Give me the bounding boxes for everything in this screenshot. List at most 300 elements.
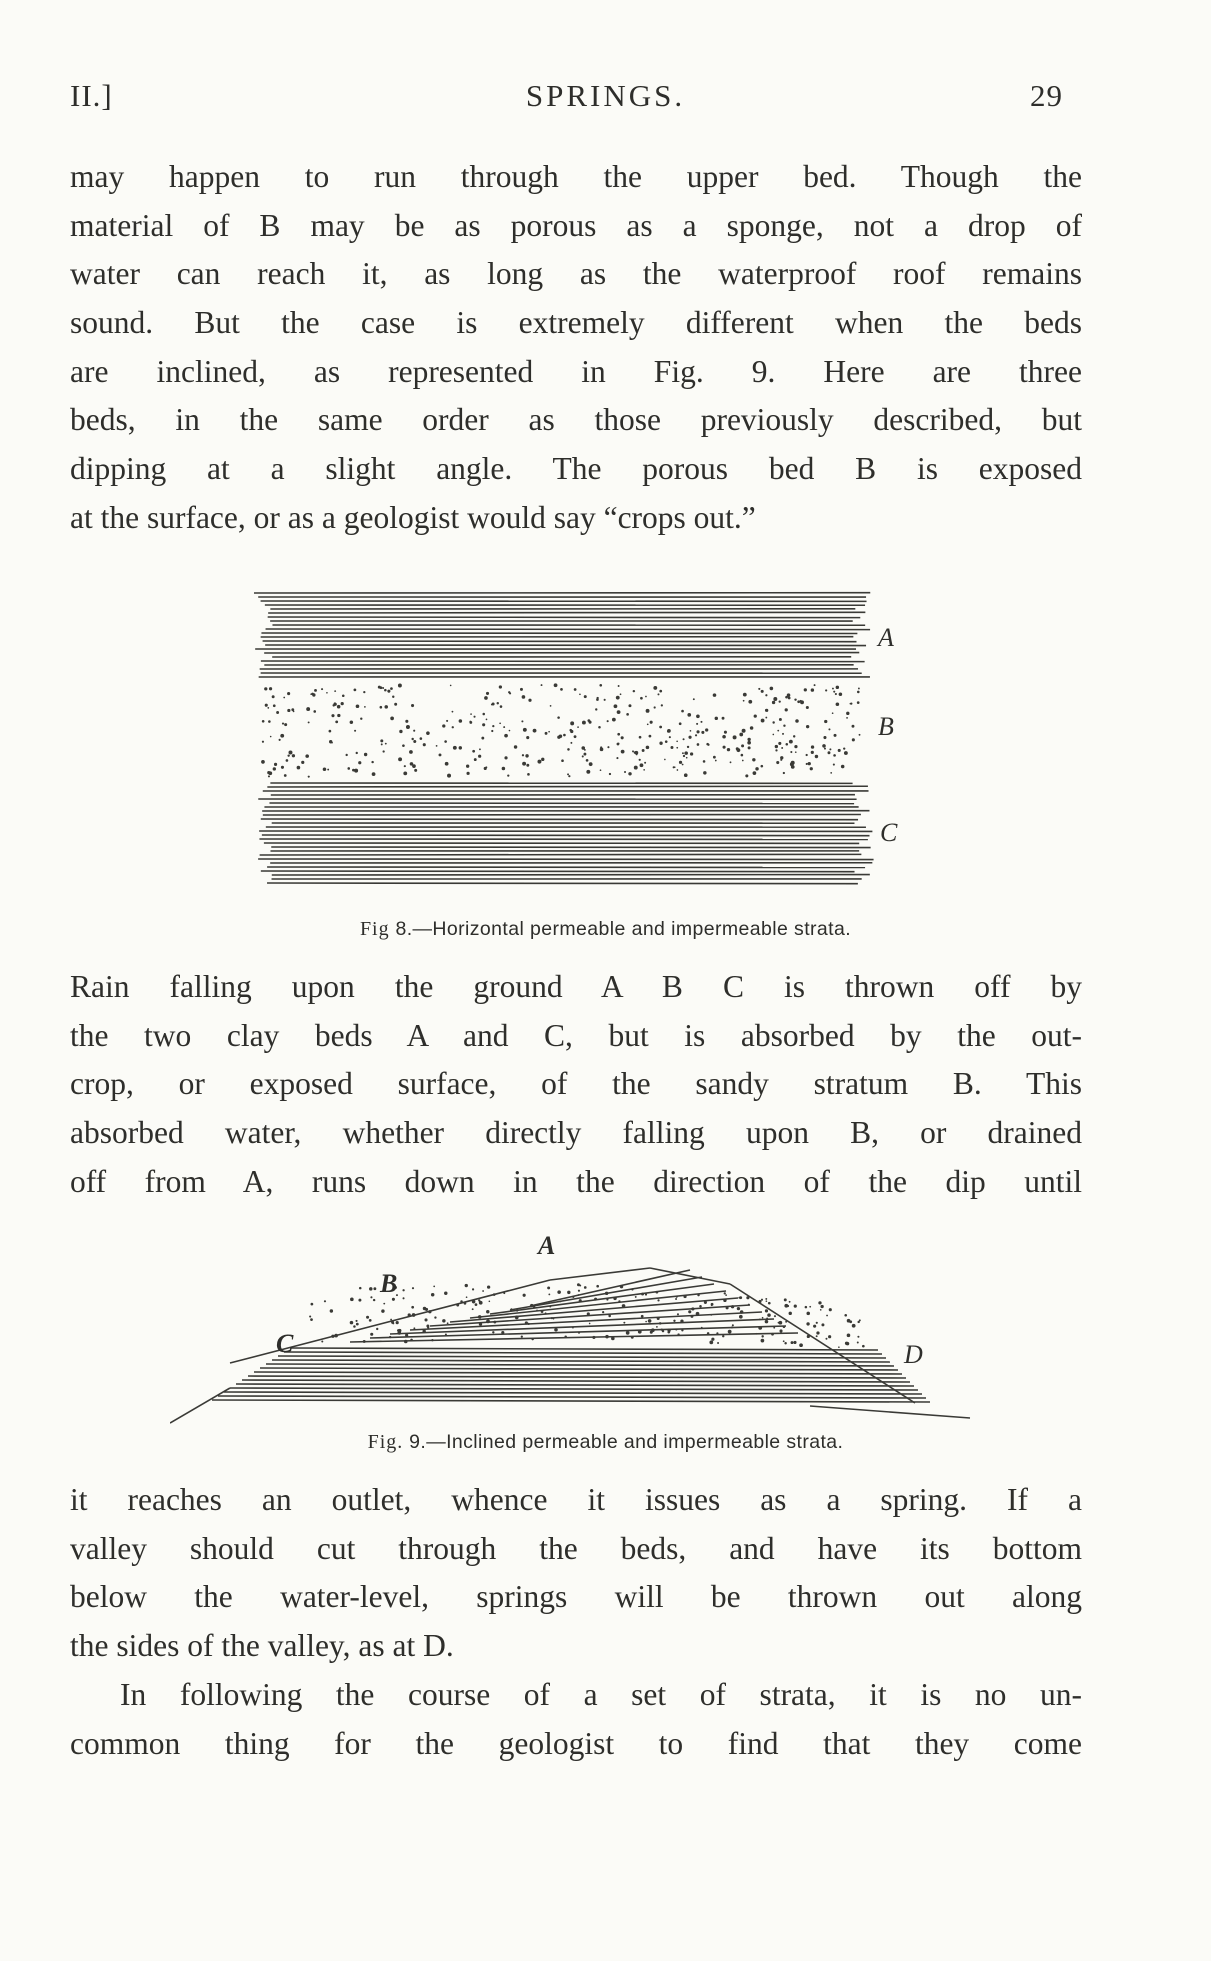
sand-dot [475, 1303, 478, 1306]
sand-dot [675, 1329, 677, 1331]
text-line: it reaches an outlet, whence it issues as a spring. If a [70, 1482, 1082, 1517]
figure-9-caption [0, 1431, 1211, 1454]
bed-c-hatch [262, 835, 870, 836]
sand-dot [785, 708, 788, 711]
sand-dot [399, 730, 402, 733]
sand-dot [667, 730, 669, 732]
sand-dot [579, 1299, 582, 1302]
sand-dot [806, 725, 809, 728]
sand-dot [472, 750, 475, 753]
sand-dot [759, 1300, 762, 1303]
bed-a-hatch [268, 612, 865, 613]
sand-dot [753, 771, 757, 775]
sand-dot [806, 1312, 810, 1316]
sand-dot [492, 725, 494, 727]
sand-dot [385, 743, 387, 745]
sand-dot [640, 697, 643, 700]
sand-dot [768, 1308, 770, 1310]
sand-dot [370, 1296, 372, 1298]
sand-dot [706, 743, 709, 746]
sand-dot [833, 691, 835, 693]
sand-dot [404, 765, 406, 767]
sand-dot [355, 1320, 357, 1322]
bed-c-hatch [269, 803, 854, 804]
sand-dot [645, 1321, 647, 1323]
sand-dot [841, 765, 845, 769]
sand-dot [656, 1291, 659, 1294]
sand-dot [321, 1341, 323, 1343]
sand-dot [390, 717, 394, 721]
sand-dot [422, 1329, 425, 1332]
sand-dot [633, 690, 635, 692]
sand-dot [372, 772, 376, 776]
sand-dot [828, 728, 830, 730]
sand-dot [639, 736, 642, 739]
bed-c-hatch [248, 1376, 906, 1378]
sand-dot [850, 702, 852, 704]
sand-dot [820, 1309, 822, 1311]
sand-dot [762, 1317, 764, 1319]
sand-dot [705, 728, 708, 731]
sand-dot [445, 1334, 447, 1336]
bed-c-hatch [272, 1360, 890, 1362]
sand-dot [412, 1287, 414, 1289]
ground-line [810, 1406, 970, 1418]
sand-dot [626, 1331, 630, 1335]
sand-dot [561, 759, 564, 762]
sand-dot [761, 719, 765, 723]
sand-dot [381, 743, 383, 745]
sand-dot [726, 1306, 729, 1309]
fig8-caption-text: 8.—Horizontal permeable and impermeable strata. [389, 918, 852, 940]
sand-dot [677, 1333, 679, 1335]
sand-dot [736, 748, 740, 752]
sand-dot [373, 1287, 376, 1290]
sand-dot [791, 761, 795, 765]
sand-dot [696, 723, 698, 725]
text-line: In following the course of a set of strata, it is no un- [120, 1677, 1082, 1712]
sand-dot [765, 709, 768, 712]
sand-dot [405, 720, 408, 723]
sand-dot [834, 734, 837, 737]
fig9-label-c: C [276, 1329, 294, 1358]
sand-dot [301, 761, 304, 764]
sand-dot [403, 771, 407, 775]
sand-dot [311, 693, 314, 696]
bed-a-hatch [350, 1333, 798, 1342]
sand-dot [335, 720, 338, 723]
running-title: SPRINGS. [525, 78, 686, 113]
sand-dot [775, 745, 778, 748]
sand-dot [308, 776, 310, 778]
sand-dot [832, 688, 834, 690]
sand-dot [649, 735, 652, 738]
sand-dot [602, 1311, 604, 1313]
sand-dot [484, 767, 487, 770]
sand-dot [779, 718, 782, 721]
sand-dot [323, 767, 327, 771]
sand-dot [444, 740, 447, 743]
sand-dot [579, 693, 581, 695]
sand-dot [783, 772, 785, 774]
sand-dot [858, 688, 860, 690]
sand-dot [472, 1288, 474, 1290]
sand-dot [847, 1334, 851, 1338]
sand-dot [693, 698, 695, 700]
sand-dot [641, 1293, 644, 1296]
sand-dot [643, 769, 645, 771]
sand-dot [659, 1322, 662, 1325]
sand-dot [843, 747, 845, 749]
sand-dot [356, 1323, 359, 1326]
sand-dot [564, 1335, 566, 1337]
sand-dot [664, 759, 666, 761]
sand-dot [620, 693, 622, 695]
sand-dot [642, 749, 645, 752]
sand-dot [331, 714, 334, 717]
sand-dot [646, 746, 650, 750]
sand-dot [631, 1288, 633, 1290]
sand-dot [396, 1321, 399, 1324]
sand-dot [686, 757, 688, 759]
sand-dot [662, 1330, 664, 1332]
sand-dot [574, 688, 577, 691]
sand-dot [363, 1340, 366, 1343]
bed-c-hatch [212, 1400, 930, 1402]
sand-dot [354, 730, 356, 732]
sand-dot [725, 1294, 727, 1296]
bed-c-hatch [258, 859, 873, 860]
sand-dot [469, 721, 471, 723]
sand-dot [622, 1304, 626, 1308]
sand-dot [568, 775, 570, 777]
sand-dot [717, 1342, 719, 1344]
sand-dot [270, 736, 272, 738]
sand-dot [381, 1309, 384, 1312]
sand-dot [688, 1310, 691, 1313]
sand-dot [737, 1307, 740, 1310]
sand-dot [683, 738, 685, 740]
sand-dot [688, 736, 691, 739]
sand-dot [397, 1331, 401, 1335]
sand-dot [814, 684, 816, 686]
sand-dot [414, 740, 416, 742]
sand-dot [742, 729, 746, 733]
sand-dot [577, 726, 579, 728]
sand-dot [776, 761, 779, 764]
sand-dot [589, 721, 592, 724]
sand-dot [605, 1335, 609, 1339]
sand-dot [570, 721, 574, 725]
sand-dot [857, 1321, 859, 1323]
sand-dot [793, 735, 795, 737]
sand-dot [761, 690, 764, 693]
sand-dot [329, 730, 332, 733]
sand-dot [857, 691, 860, 694]
sand-dot [684, 751, 688, 755]
sand-dot [479, 1323, 482, 1326]
sand-dot [636, 754, 638, 756]
sand-dot [404, 1340, 408, 1344]
sand-dot [414, 769, 417, 772]
sand-dot [486, 719, 488, 721]
sand-dot [823, 736, 826, 739]
bed-c-hatch [267, 883, 858, 884]
sand-dot [431, 1293, 434, 1296]
sand-dot [857, 1342, 859, 1344]
sand-dot [283, 697, 285, 699]
sand-dot [420, 737, 423, 740]
sand-dot [778, 742, 781, 745]
sand-dot [265, 704, 268, 707]
sand-dot [677, 1313, 679, 1315]
sand-dot [584, 695, 587, 698]
sand-dot [675, 1298, 677, 1300]
sand-dot [486, 1310, 489, 1313]
sand-dot [656, 1326, 658, 1328]
sand-dot [501, 1331, 504, 1334]
sand-dot [765, 1320, 769, 1324]
sand-dot [545, 1312, 547, 1314]
sand-dot [413, 1327, 415, 1329]
chapter-marker: II.] [70, 78, 113, 113]
sand-dot [292, 754, 295, 757]
sand-dot [696, 714, 700, 718]
sand-dot [846, 712, 849, 715]
sand-dot [765, 1309, 768, 1312]
sand-dot [450, 685, 452, 687]
sand-dot [405, 1334, 408, 1337]
sand-dot [690, 1315, 693, 1318]
sand-dot [789, 1312, 792, 1315]
ground-line [170, 1388, 230, 1423]
sand-dot [703, 771, 706, 774]
sand-dot [687, 746, 689, 748]
sand-dot [459, 746, 462, 749]
sand-dot [356, 704, 360, 708]
sand-dot [609, 773, 611, 775]
sand-dot [709, 1341, 713, 1345]
bed-c-hatch [254, 1372, 902, 1374]
sand-dot [669, 736, 671, 738]
sand-dot [499, 722, 501, 724]
sand-dot [321, 688, 323, 690]
sand-dot [607, 720, 609, 722]
sand-dot [704, 1301, 707, 1304]
sand-dot [611, 1337, 615, 1341]
sand-dot [586, 759, 589, 762]
sand-dot [676, 1296, 678, 1298]
bed-c-hatch [260, 1368, 898, 1370]
sand-dot [825, 1338, 827, 1340]
sand-dot [371, 761, 373, 763]
sand-dot [618, 1300, 620, 1302]
sand-dot [525, 754, 528, 757]
sand-dot [592, 1336, 595, 1339]
sand-dot [804, 688, 807, 691]
sand-dot [722, 1335, 724, 1337]
sand-dot [314, 689, 317, 692]
sand-dot [773, 734, 775, 736]
text-line: may happen to run through the upper bed. Though the [70, 159, 1082, 194]
sand-dot [466, 772, 469, 775]
sand-dot [770, 687, 774, 691]
sand-dot [799, 1343, 803, 1347]
sand-dot [358, 1299, 361, 1302]
sand-dot [754, 714, 757, 717]
sand-dot [862, 1345, 865, 1348]
sand-dot [724, 731, 727, 734]
sand-dot [681, 710, 684, 713]
sand-dot [644, 762, 646, 764]
sand-dot [670, 746, 673, 749]
sand-dot [816, 1322, 818, 1324]
sand-dot [503, 1292, 505, 1294]
sand-dot [785, 1321, 787, 1323]
sand-dot [464, 1302, 467, 1305]
sand-dot [473, 716, 475, 718]
fig9-label-d: D [904, 1340, 923, 1369]
sand-dot [679, 722, 682, 725]
sand-dot [578, 1332, 580, 1334]
sand-dot [489, 1300, 491, 1302]
sand-dot [746, 1296, 749, 1299]
sand-dot [696, 730, 699, 733]
sand-dot [687, 713, 691, 717]
sand-dot [836, 702, 840, 706]
sand-dot [690, 730, 692, 732]
sand-dot [771, 1333, 774, 1336]
sand-dot [567, 1291, 570, 1294]
sand-dot [723, 746, 726, 749]
sand-dot [472, 1300, 476, 1304]
bed-a-hatch [450, 1298, 738, 1322]
sand-dot [788, 697, 791, 700]
sand-dot [761, 1299, 763, 1301]
sand-dot [732, 1324, 734, 1326]
sand-dot [820, 1305, 823, 1308]
bed-c-hatch [266, 1364, 894, 1366]
figure-9-inclined-strata [170, 1228, 1010, 1428]
sand-dot [311, 1303, 314, 1306]
sand-dot [394, 703, 397, 706]
sand-dot [824, 720, 827, 723]
sand-dot [617, 710, 621, 714]
sand-dot [261, 760, 265, 764]
sand-dot [727, 748, 730, 751]
sand-dot [354, 689, 357, 692]
sand-dot [684, 773, 688, 777]
sand-dot [681, 1329, 683, 1331]
sand-dot [784, 1342, 786, 1344]
sand-dot [700, 721, 702, 723]
sand-dot [777, 730, 779, 732]
paragraph-4 [70, 1671, 1082, 1768]
sand-dot [509, 730, 511, 732]
sand-dot [431, 1339, 433, 1341]
sand-dot [696, 1312, 700, 1316]
sand-dot [492, 1331, 494, 1333]
sand-dot [536, 1310, 538, 1312]
sand-dot [680, 1320, 683, 1323]
sand-dot [731, 1305, 734, 1308]
sand-dot [589, 1323, 591, 1325]
sand-dot [515, 1316, 519, 1320]
sand-dot [287, 692, 290, 695]
sand-dot [567, 773, 569, 775]
sand-dot [446, 720, 448, 722]
sand-dot [547, 1286, 550, 1289]
text-line: Rain falling upon the ground A B C is thrown off by [70, 969, 1082, 1004]
sand-dot [741, 744, 744, 747]
sand-dot [641, 1315, 644, 1318]
sand-dot [584, 749, 586, 751]
sand-dot [789, 740, 793, 744]
sand-dot [815, 755, 818, 758]
sand-dot [572, 1296, 574, 1298]
sand-dot [795, 751, 797, 753]
text-line: crop, or exposed surface, of the sandy stratum B. This [70, 1066, 1082, 1102]
sand-dot [324, 1300, 326, 1302]
sand-dot [491, 730, 493, 732]
sand-dot [766, 1300, 768, 1302]
sand-dot [626, 713, 629, 716]
sand-dot [472, 1308, 474, 1310]
bed-c-hatch [242, 1380, 910, 1382]
sand-dot [604, 699, 606, 701]
sand-dot [618, 685, 620, 687]
sand-dot [413, 730, 415, 732]
sand-dot [497, 702, 499, 704]
sand-dot [392, 1298, 395, 1301]
sand-dot [281, 766, 284, 769]
sand-dot [356, 752, 358, 754]
sand-dot [781, 747, 783, 749]
sand-dot [852, 738, 855, 741]
sand-dot [651, 1328, 655, 1332]
sand-dot [793, 1341, 796, 1344]
sand-dot [650, 721, 653, 724]
sand-dot [553, 1318, 555, 1320]
sand-dot [599, 684, 602, 687]
sand-dot [409, 750, 413, 754]
sand-dot [521, 720, 523, 722]
sand-dot [398, 684, 402, 688]
sand-dot [313, 710, 316, 713]
sand-dot [342, 694, 345, 697]
sand-dot [654, 706, 656, 708]
sand-dot [557, 716, 560, 719]
sand-dot [657, 693, 659, 695]
sand-dot [673, 1320, 675, 1322]
sand-dot [549, 1306, 551, 1308]
sand-dot [838, 1346, 840, 1348]
sand-dot [384, 705, 388, 709]
sand-dot [516, 1310, 518, 1312]
sand-dot [545, 732, 548, 735]
text-line: common thing for the geologist to find that they come [70, 1725, 1082, 1761]
sand-dot [452, 711, 454, 713]
sand-dot [821, 1323, 824, 1326]
sand-dot [659, 726, 662, 729]
sand-dot [329, 740, 332, 743]
sand-dot [844, 751, 848, 755]
sand-dot [376, 1328, 378, 1330]
sand-dot [274, 763, 277, 766]
sand-dot [287, 709, 290, 712]
sand-dot [711, 1303, 714, 1306]
sand-dot [618, 743, 620, 745]
